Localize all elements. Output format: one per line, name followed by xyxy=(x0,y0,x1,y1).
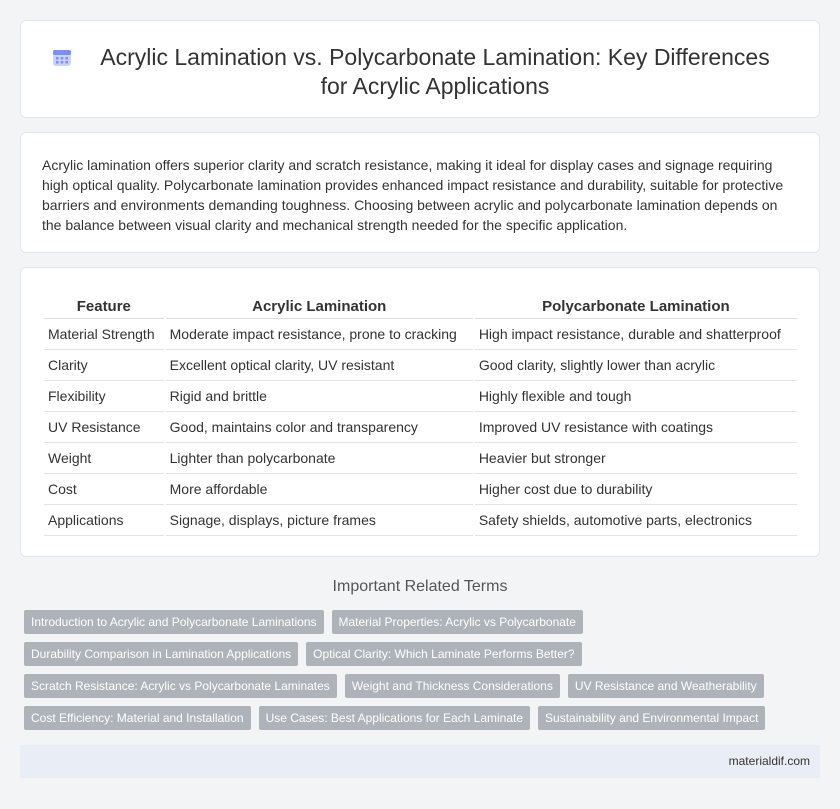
table-row xyxy=(44,505,797,536)
table-cell: Safety shields, automotive parts, electronics xyxy=(475,505,797,536)
related-tag[interactable]: Optical Clarity: Which Laminate Performs Better? xyxy=(306,642,581,666)
related-terms-title: Important Related Terms xyxy=(332,578,508,595)
related-tag[interactable]: Scratch Resistance: Acrylic vs Polycarbonate Laminates xyxy=(24,674,337,698)
related-terms-tags xyxy=(24,610,814,738)
related-tag[interactable]: Durability Comparison in Lamination Applications xyxy=(24,642,298,666)
table-cell: Signage, displays, picture frames xyxy=(166,505,473,536)
table-cell: Good clarity, slightly lower than acrylic xyxy=(475,350,797,381)
table-cell: Weight xyxy=(44,443,164,474)
table-cell: Applications xyxy=(44,505,164,536)
table-row xyxy=(44,381,797,412)
table-cell: UV Resistance xyxy=(44,412,164,443)
table-header-row xyxy=(44,293,797,319)
column-header: Feature xyxy=(44,293,164,319)
table-row xyxy=(44,412,797,443)
comparison-table xyxy=(42,293,799,536)
table-cell: More affordable xyxy=(166,474,473,505)
table-cell: Excellent optical clarity, UV resistant xyxy=(166,350,473,381)
related-tag[interactable]: Weight and Thickness Considerations xyxy=(345,674,560,698)
table-cell: Improved UV resistance with coatings xyxy=(475,412,797,443)
table-row xyxy=(44,319,797,350)
related-tag[interactable]: Cost Efficiency: Material and Installation xyxy=(24,706,251,730)
comparison-card xyxy=(20,267,820,557)
intro-card xyxy=(20,132,820,253)
table-cell: Material Strength xyxy=(44,319,164,350)
table-cell: Moderate impact resistance, prone to cracking xyxy=(166,319,473,350)
table-cell: Good, maintains color and transparency xyxy=(166,412,473,443)
table-cell: Lighter than polycarbonate xyxy=(166,443,473,474)
table-row xyxy=(44,443,797,474)
table-cell: Rigid and brittle xyxy=(166,381,473,412)
related-tag[interactable]: Material Properties: Acrylic vs Polycarbonate xyxy=(332,610,583,634)
tag-row xyxy=(24,674,814,698)
table-row xyxy=(44,474,797,505)
title-card xyxy=(20,20,820,118)
table-cell: Clarity xyxy=(44,350,164,381)
tag-row xyxy=(24,610,814,634)
table-row xyxy=(44,350,797,381)
table-cell: Heavier but stronger xyxy=(475,443,797,474)
table-cell: Highly flexible and tough xyxy=(475,381,797,412)
intro-paragraph: Acrylic lamination offers superior clarity and scratch resistance, making it ideal for display cases and signage requiring high optical quality. Polycarbonate lamination provides enhanced impact resistance and durability, suitable for protective barriers and environments demanding toughness. Choosing between acrylic and polycarbonate lamination depends on the balance between visual clarity and mechanical strength needed for the specific application. xyxy=(42,157,784,233)
tag-row xyxy=(24,642,814,666)
related-tag[interactable]: UV Resistance and Weatherability xyxy=(568,674,764,698)
table-cell: Flexibility xyxy=(44,381,164,412)
footer-site-link[interactable]: materialdif.com xyxy=(728,754,810,768)
column-header: Acrylic Lamination xyxy=(166,293,473,319)
column-header: Polycarbonate Lamination xyxy=(475,293,797,319)
table-cell: Cost xyxy=(44,474,164,505)
related-tag[interactable]: Introduction to Acrylic and Polycarbonate Laminations xyxy=(24,610,324,634)
footer xyxy=(20,745,820,778)
page-title: Acrylic Lamination vs. Polycarbonate Lamination: Key Differences for Acrylic Applications xyxy=(100,44,770,99)
table-cell: High impact resistance, durable and shatterproof xyxy=(475,319,797,350)
table-cell: Higher cost due to durability xyxy=(475,474,797,505)
related-tag[interactable]: Sustainability and Environmental Impact xyxy=(538,706,765,730)
related-tag[interactable]: Use Cases: Best Applications for Each Laminate xyxy=(259,706,530,730)
tag-row xyxy=(24,706,814,730)
